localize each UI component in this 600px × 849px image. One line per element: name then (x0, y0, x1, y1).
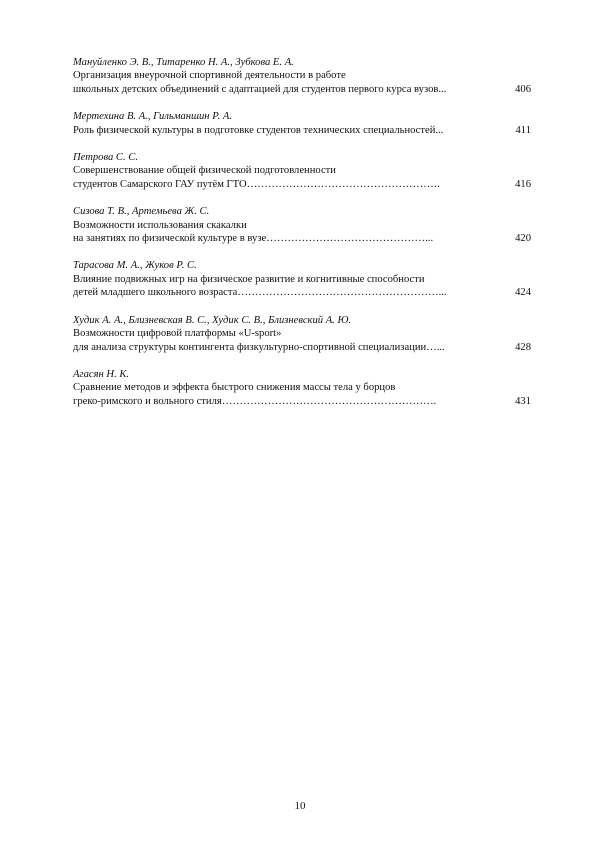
entry-title-line: Возможности использования скакалки (73, 219, 247, 231)
entry-authors: Сизова Т. В., Артемьева Ж. С. (73, 206, 210, 218)
entry-last-line (73, 232, 531, 245)
page-number: 10 (294, 800, 306, 812)
toc-entry (73, 259, 531, 299)
entry-title-last: для анализа структуры контингента физкультурно-спортивной специализации…... (73, 341, 445, 353)
entry-title-last: Роль физической культуры в подготовке студентов технических специальностей... (73, 124, 444, 136)
entry-last-line (73, 341, 531, 354)
entry-authors: Петрова С. С. (73, 152, 139, 164)
toc-entry (73, 151, 531, 191)
entry-last-line (73, 83, 531, 96)
entry-authors: Мертехина В. А., Гильманшин Р. А. (73, 111, 233, 123)
entry-page-number: 420 (515, 233, 531, 245)
toc-entry (73, 368, 531, 408)
toc-entry (73, 205, 531, 245)
table-of-contents (73, 56, 531, 422)
toc-entry (73, 314, 531, 354)
entry-page-number: 424 (515, 287, 531, 299)
entry-authors: Худик А. А., Близневская В. С., Худик С. В., Близневский А. Ю. (73, 314, 352, 326)
entry-page-number: 416 (515, 178, 531, 190)
entry-page-number: 411 (515, 124, 531, 136)
entry-last-line (73, 395, 531, 408)
entry-authors: Агасян Н. К. (73, 368, 130, 380)
entry-title-line: Влияние подвижных игр на физическое развитие и когнитивные способности (73, 273, 425, 285)
entry-page-number: 406 (515, 83, 531, 95)
entry-page-number: 428 (515, 341, 531, 353)
entry-title-last: на занятиях по физической культуре в вузе………………………………………... (73, 233, 434, 245)
entry-page-number: 431 (515, 395, 531, 407)
entry-title-line: Организация внеурочной спортивной деятельности в работе (73, 70, 346, 82)
toc-entry (73, 56, 531, 96)
entry-title-last: греко-римского и вольного стиля……………………………………………………. (73, 395, 437, 407)
toc-entry (73, 110, 531, 137)
entry-last-line (73, 124, 531, 137)
entry-title-line: Совершенствование общей физической подготовленности (73, 165, 336, 177)
entry-last-line (73, 178, 531, 191)
entry-authors: Мануйленко Э. В., Титаренко Н. А., Зубкова Е. А. (73, 57, 294, 68)
entry-title-line: Сравнение методов и эффекта быстрого снижения массы тела у борцов (73, 382, 396, 394)
entry-title-last: детей младшего школьного возраста…………………………………………………... (73, 287, 447, 299)
entry-authors: Тарасова М. А., Жуков Р. С. (73, 260, 197, 272)
entry-title-last: студентов Самарского ГАУ путём ГТО………………………………………………. (73, 178, 440, 190)
entry-title-line: Возможности цифровой платформы «U-sport» (73, 328, 282, 340)
entry-title-last: школьных детских объединений с адаптацией для студентов первого курса вузов... (73, 83, 447, 95)
entry-last-line (73, 286, 531, 299)
